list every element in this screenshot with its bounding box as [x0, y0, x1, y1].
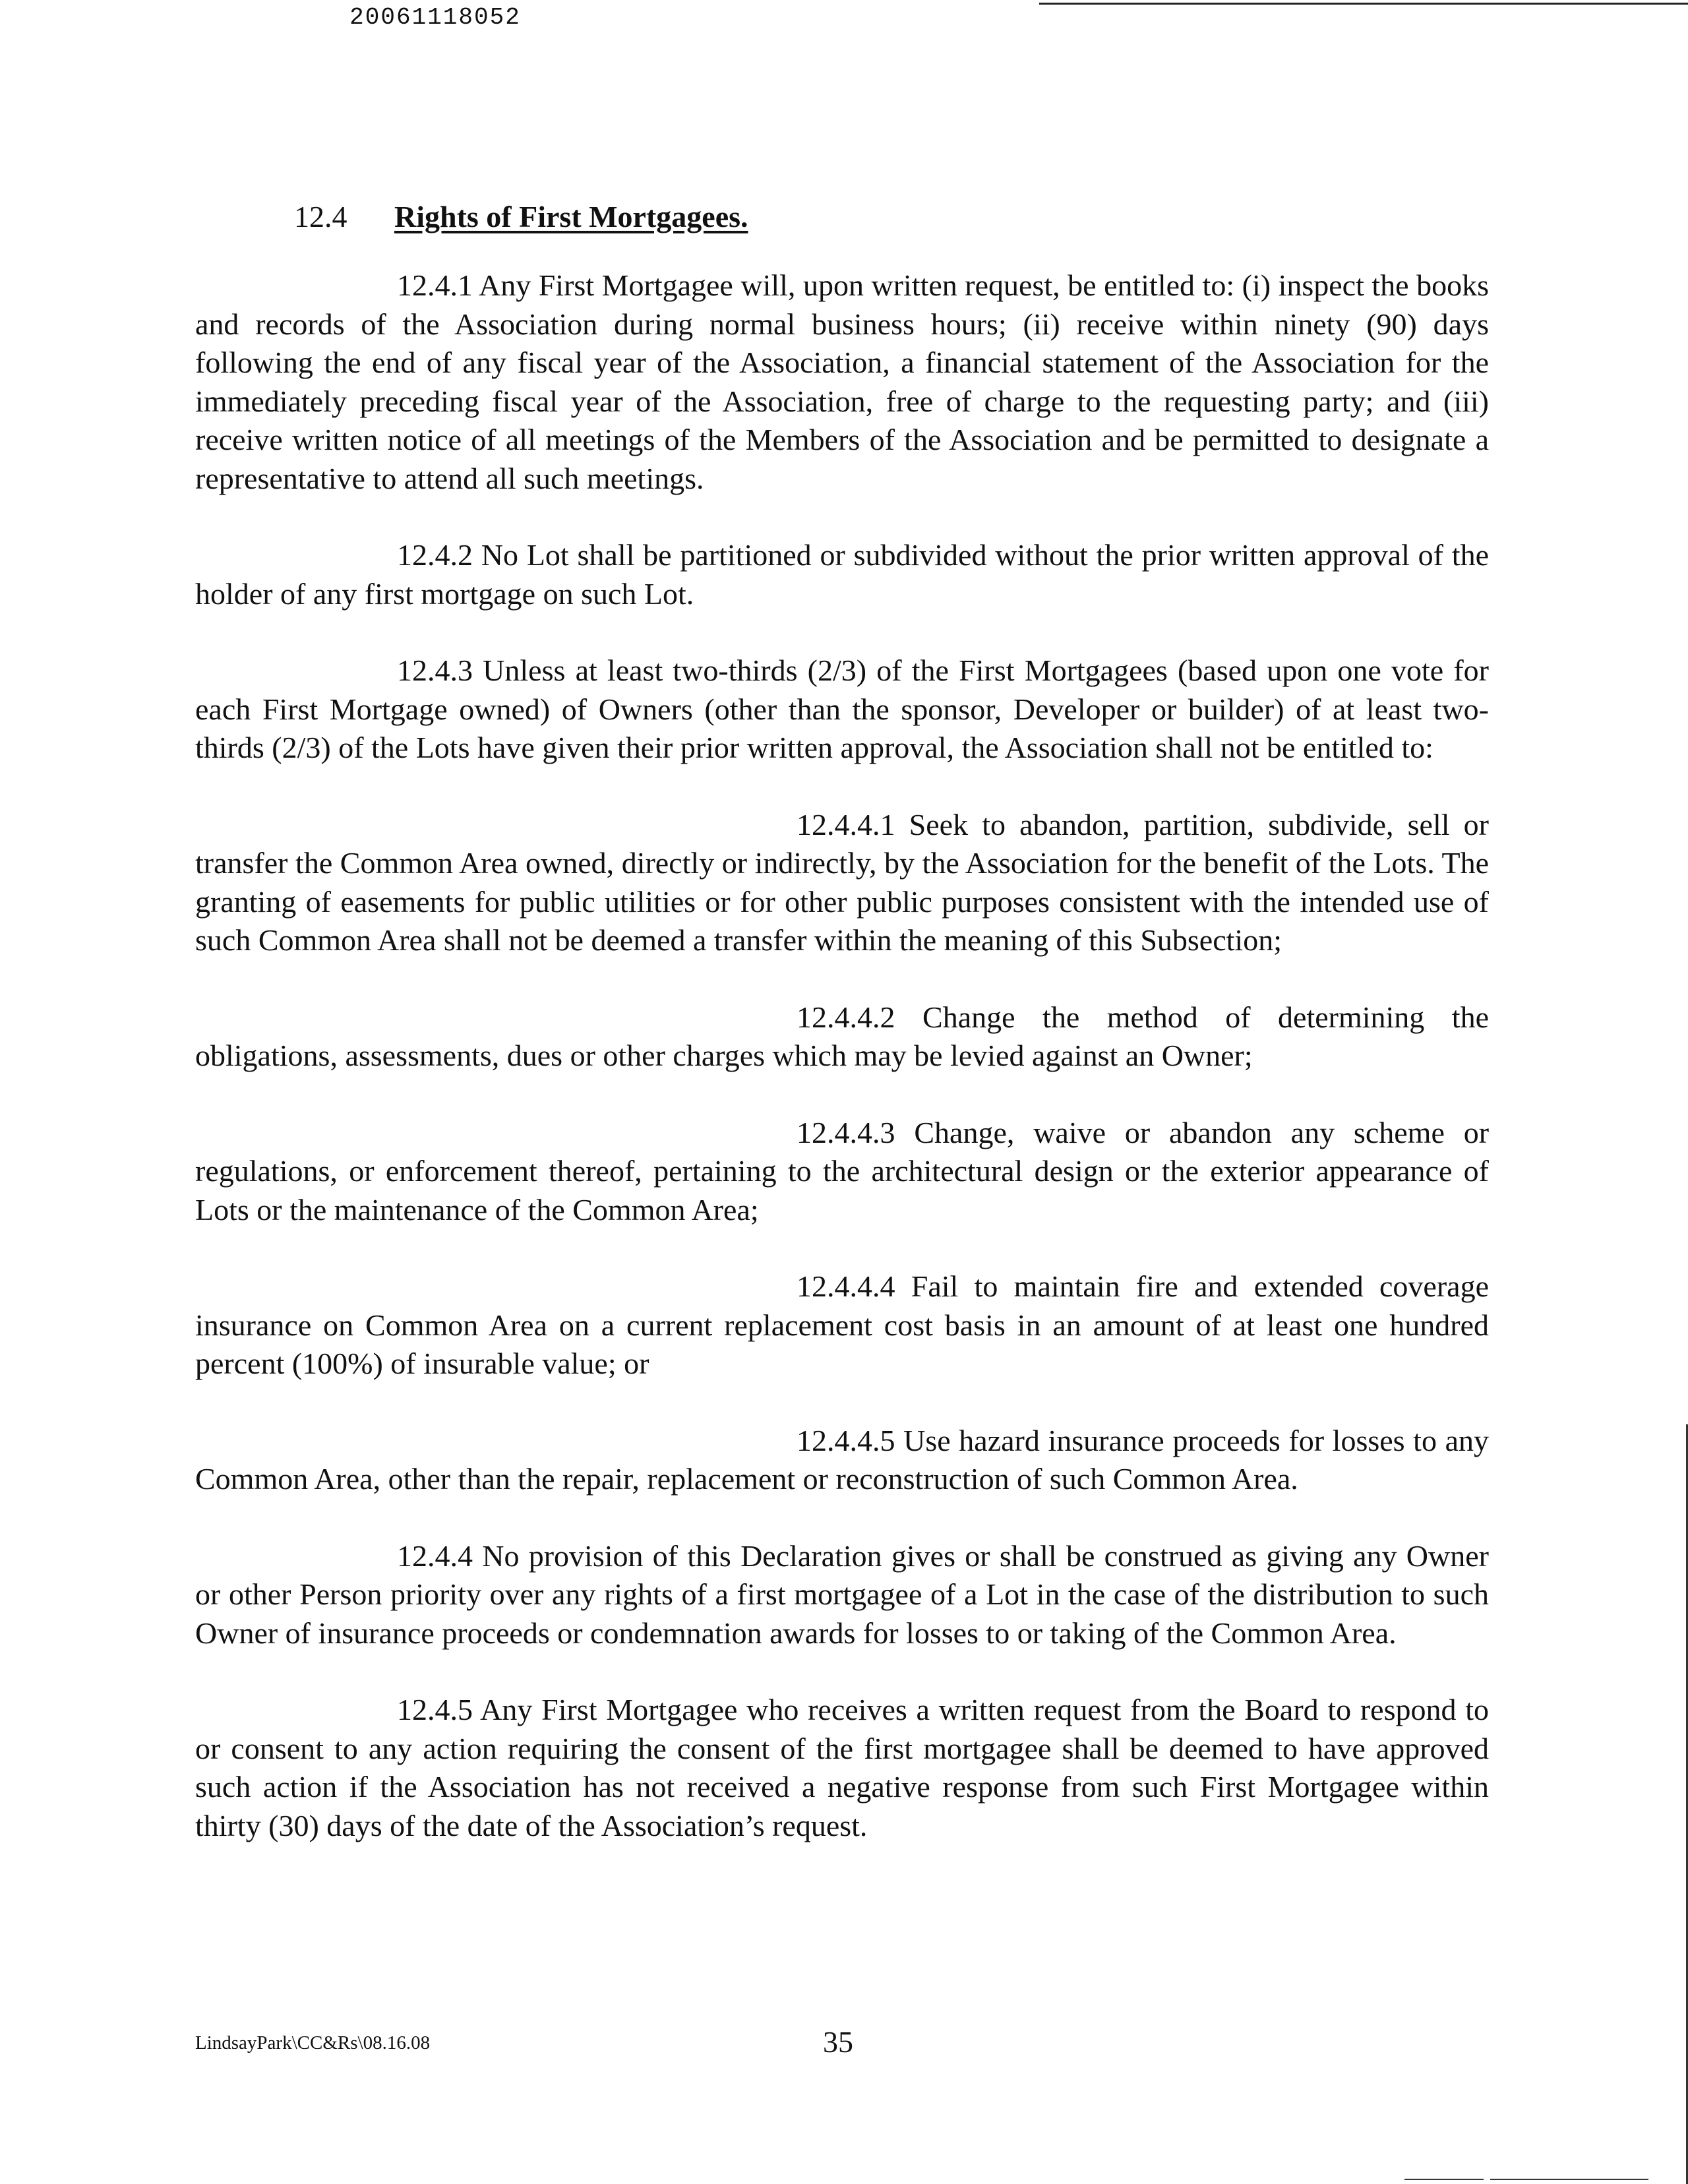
paragraph-12-4-4: 12.4.4 No provision of this Declaration gives or shall be construed as giving any Owner or other Person priority over any rights of a first mortgagee of a Lot in the case of the distribution to such Owner of insurance proceeds or condemnation awards for losses to or taking of the Common Area.	[195, 1538, 1489, 1650]
scan-bottom-rule	[1404, 2179, 1484, 2180]
subsection-number: 12.4.4.4	[797, 1269, 895, 1303]
section-title: Rights of First Mortgagees.	[394, 200, 748, 233]
document-body	[195, 198, 1489, 1883]
paragraph-12-4-2: 12.4.2 No Lot shall be partitioned or subdivided without the prior written approval of the holder of any first mortgage on such Lot.	[195, 538, 1489, 611]
subsection-number: 12.4.4.2	[797, 1000, 895, 1034]
section-heading	[195, 198, 1489, 237]
subsection-text: Fail to maintain fire and extended coverage insurance on Common Area on a current replacement cost basis in an amount of at least one hundred percent (100%) of insurable value; or	[195, 1269, 1489, 1380]
subsection-text: Use hazard insurance proceeds for losses to any Common Area, other than the repair, replacement or reconstruction of such Common Area.	[195, 1423, 1489, 1496]
paragraph-12-4-5: 12.4.5 Any First Mortgagee who receives a written request from the Board to respond to or consent to any action requiring the consent of the first mortgagee shall be deemed to have approved such action if the Association has not received a negative response from such First Mortgagee within thirty (30) days of the date of the Association’s request.	[195, 1693, 1489, 1842]
scan-bottom-rule	[1490, 2179, 1648, 2180]
scan-top-rule	[1039, 3, 1688, 5]
subsection-number: 12.4.4.3	[797, 1115, 895, 1149]
section-number: 12.4	[294, 200, 347, 233]
subsection-text: Seek to abandon, partition, subdivide, sell or transfer the Common Area owned, directly or indirectly, by the Association for the benefit of the Lots. The granting of easements for public utilities or for other public purposes consistent with the intended use of such Common Area shall not be deemed a transfer within the meaning of this Subsection;	[195, 807, 1490, 957]
paragraph-12-4-4-1	[195, 806, 1489, 960]
subsection-number: 12.4.4.1	[797, 807, 895, 841]
recording-number: 20061118052	[349, 4, 521, 31]
paragraph-12-4-1: 12.4.1 Any First Mortgagee will, upon written request, be entitled to: (i) inspect the books and records of the Association during normal business hours; (ii) receive within ninety (90) days following the end of any fiscal year of the Association, a financial statement of the Association for the immediately preceding fiscal year of the Association, free of charge to the requesting party; and (iii) receive written notice of all meetings of the Members of the Association and be permitted to designate a representative to attend all such meetings.	[195, 268, 1489, 495]
paragraph-12-4-3: 12.4.3 Unless at least two-thirds (2/3) of the First Mortgagees (based upon one vote for each First Mortgage owned) of Owners (other than the sponsor, Developer or builder) of at least two-thirds (2/3) of the Lots have given their prior written approval, the Association shall not be entitled to:	[195, 653, 1489, 764]
subsection-number: 12.4.4.5	[797, 1423, 895, 1457]
paragraph-12-4-4-3	[195, 1114, 1489, 1230]
paragraph-12-4-4-2	[195, 998, 1489, 1076]
page-number: 35	[823, 2025, 853, 2059]
subsection-text: Change the method of determining the obligations, assessments, dues or other charges which may be levied against an Owner;	[195, 1000, 1490, 1072]
footer-file-reference: LindsayPark\CC&Rs\08.16.08	[195, 2032, 431, 2053]
paragraph-12-4-4-5	[195, 1422, 1489, 1499]
paragraph-12-4-4-4	[195, 1267, 1489, 1383]
subsection-text: Change, waive or abandon any scheme or regulations, or enforcement thereof, pertaining to the architectural design or the exterior appearance of Lots or the maintenance of the Common Area;	[195, 1115, 1490, 1227]
